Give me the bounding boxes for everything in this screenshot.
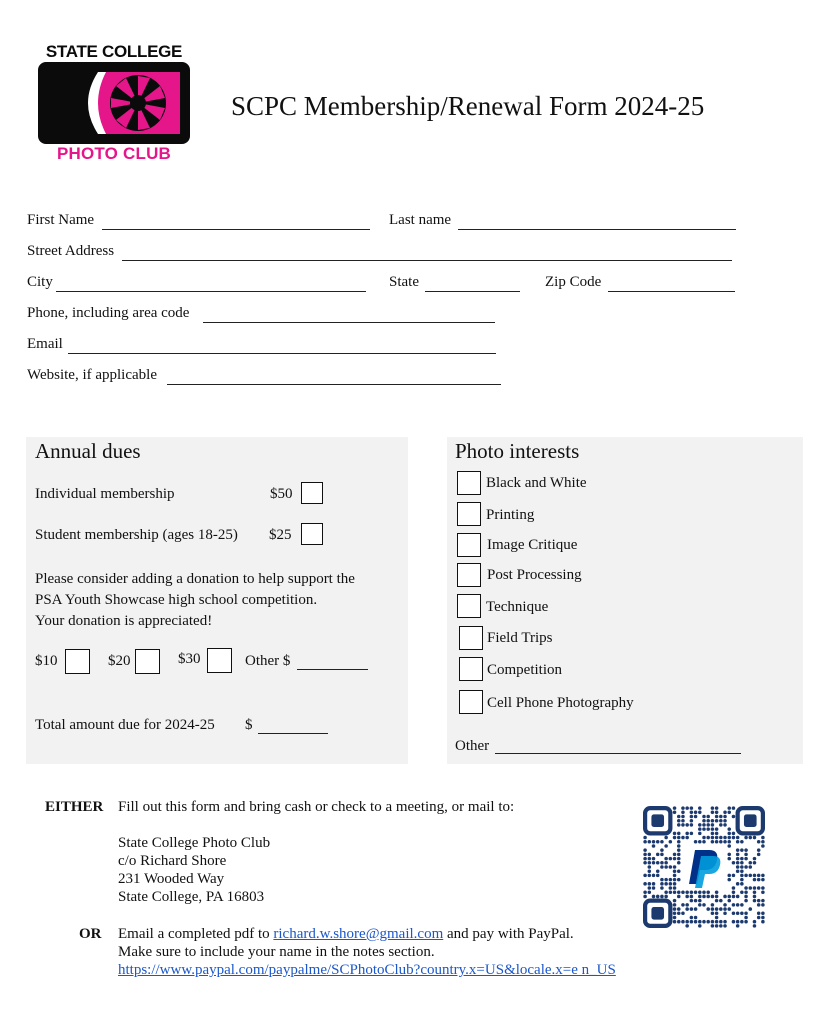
individual-membership-checkbox[interactable] — [301, 482, 323, 504]
paypal-qr-code-icon — [643, 806, 765, 928]
interest-checkbox-cell-phone-photography[interactable] — [459, 690, 483, 714]
last-name-label: Last name — [389, 212, 452, 228]
donation-other-label: Other $ — [245, 653, 291, 669]
interest-other-field[interactable] — [495, 753, 741, 754]
total-amount-field[interactable] — [258, 733, 328, 734]
street-address-label: Street Address — [27, 243, 115, 259]
phone-label: Phone, including area code — [27, 305, 190, 321]
notes-text: Make sure to include your name in the notes section. — [118, 944, 435, 960]
donation-10-checkbox[interactable] — [65, 649, 90, 674]
donation-text-line: PSA Youth Showcase high school competition. — [35, 592, 318, 608]
zip-code-label: Zip Code — [545, 274, 602, 290]
camera-aperture-icon — [38, 62, 190, 144]
photo-interests-title: Photo interests — [455, 439, 580, 463]
email-field[interactable] — [68, 353, 496, 354]
interest-label: Field Trips — [487, 630, 553, 646]
page-title: SCPC Membership/Renewal Form 2024-25 — [231, 91, 705, 121]
interest-other-label: Other — [455, 738, 490, 754]
or-text-after: and pay with PayPal. — [447, 926, 574, 942]
total-amount-label: Total amount due for 2024-25 — [35, 717, 215, 733]
donation-30-label: $30 — [178, 651, 201, 667]
last-name-field[interactable] — [458, 229, 736, 230]
paypal-link[interactable]: https://www.paypal.com/paypalme/SCPhotoClub?country.x=US&locale.x=e n_US — [118, 962, 616, 978]
individual-membership-label: Individual membership — [35, 486, 175, 502]
zip-code-field[interactable] — [608, 291, 735, 292]
email-label: Email — [27, 336, 63, 352]
interest-checkbox-field-trips[interactable] — [459, 626, 483, 650]
student-membership-price: $25 — [269, 527, 292, 543]
either-text: Fill out this form and bring cash or check to a meeting, or mail to: — [118, 799, 515, 815]
paypal-logo-icon — [689, 850, 720, 888]
donation-20-checkbox[interactable] — [135, 649, 160, 674]
donation-20-label: $20 — [108, 653, 131, 669]
city-label: City — [27, 274, 53, 290]
state-label: State — [389, 274, 419, 290]
interest-label: Printing — [486, 507, 535, 523]
annual-dues-title: Annual dues — [35, 439, 141, 463]
interest-checkbox-image-critique[interactable] — [457, 533, 481, 557]
website-field[interactable] — [167, 384, 501, 385]
interest-checkbox-black-and-white[interactable] — [457, 471, 481, 495]
interest-label: Black and White — [486, 475, 587, 491]
or-text-line — [118, 925, 574, 943]
donation-other-field[interactable] — [297, 669, 368, 670]
interest-label: Post Processing — [487, 567, 582, 583]
city-field[interactable] — [56, 291, 366, 292]
address-line: 231 Wooded Way — [118, 871, 225, 887]
donation-30-checkbox[interactable] — [207, 648, 232, 673]
phone-field[interactable] — [203, 322, 495, 323]
or-label: OR — [79, 926, 102, 942]
state-field[interactable] — [425, 291, 520, 292]
email-link[interactable]: richard.w.shore@gmail.com — [273, 926, 444, 942]
interest-label: Technique — [486, 599, 549, 615]
donation-10-label: $10 — [35, 653, 58, 669]
address-line: c/o Richard Shore — [118, 853, 227, 869]
interest-label: Cell Phone Photography — [487, 695, 634, 711]
street-address-field[interactable] — [122, 260, 732, 261]
address-line: State College Photo Club — [118, 835, 271, 851]
or-text-before: Email a completed pdf to — [118, 926, 270, 942]
logo-bottom-text: PHOTO CLUB — [56, 144, 172, 163]
individual-membership-price: $50 — [270, 486, 293, 502]
interest-checkbox-technique[interactable] — [457, 594, 481, 618]
student-membership-checkbox[interactable] — [301, 523, 323, 545]
total-currency-label: $ — [245, 717, 253, 733]
logo-top-text: STATE COLLEGE — [45, 42, 183, 61]
interest-checkbox-printing[interactable] — [457, 502, 481, 526]
donation-text-line: Please consider adding a donation to help support the — [35, 571, 355, 587]
interest-checkbox-competition[interactable] — [459, 657, 483, 681]
interest-label: Image Critique — [487, 537, 578, 553]
donation-text-line: Your donation is appreciated! — [35, 613, 213, 629]
address-line: State College, PA 16803 — [118, 889, 265, 905]
either-label: EITHER — [45, 799, 104, 815]
student-membership-label: Student membership (ages 18-25) — [35, 527, 238, 543]
club-logo — [38, 40, 190, 170]
interest-label: Competition — [487, 662, 562, 678]
first-name-label: First Name — [27, 212, 95, 228]
first-name-field[interactable] — [102, 229, 370, 230]
interest-checkbox-post-processing[interactable] — [457, 563, 481, 587]
website-label: Website, if applicable — [27, 367, 157, 383]
